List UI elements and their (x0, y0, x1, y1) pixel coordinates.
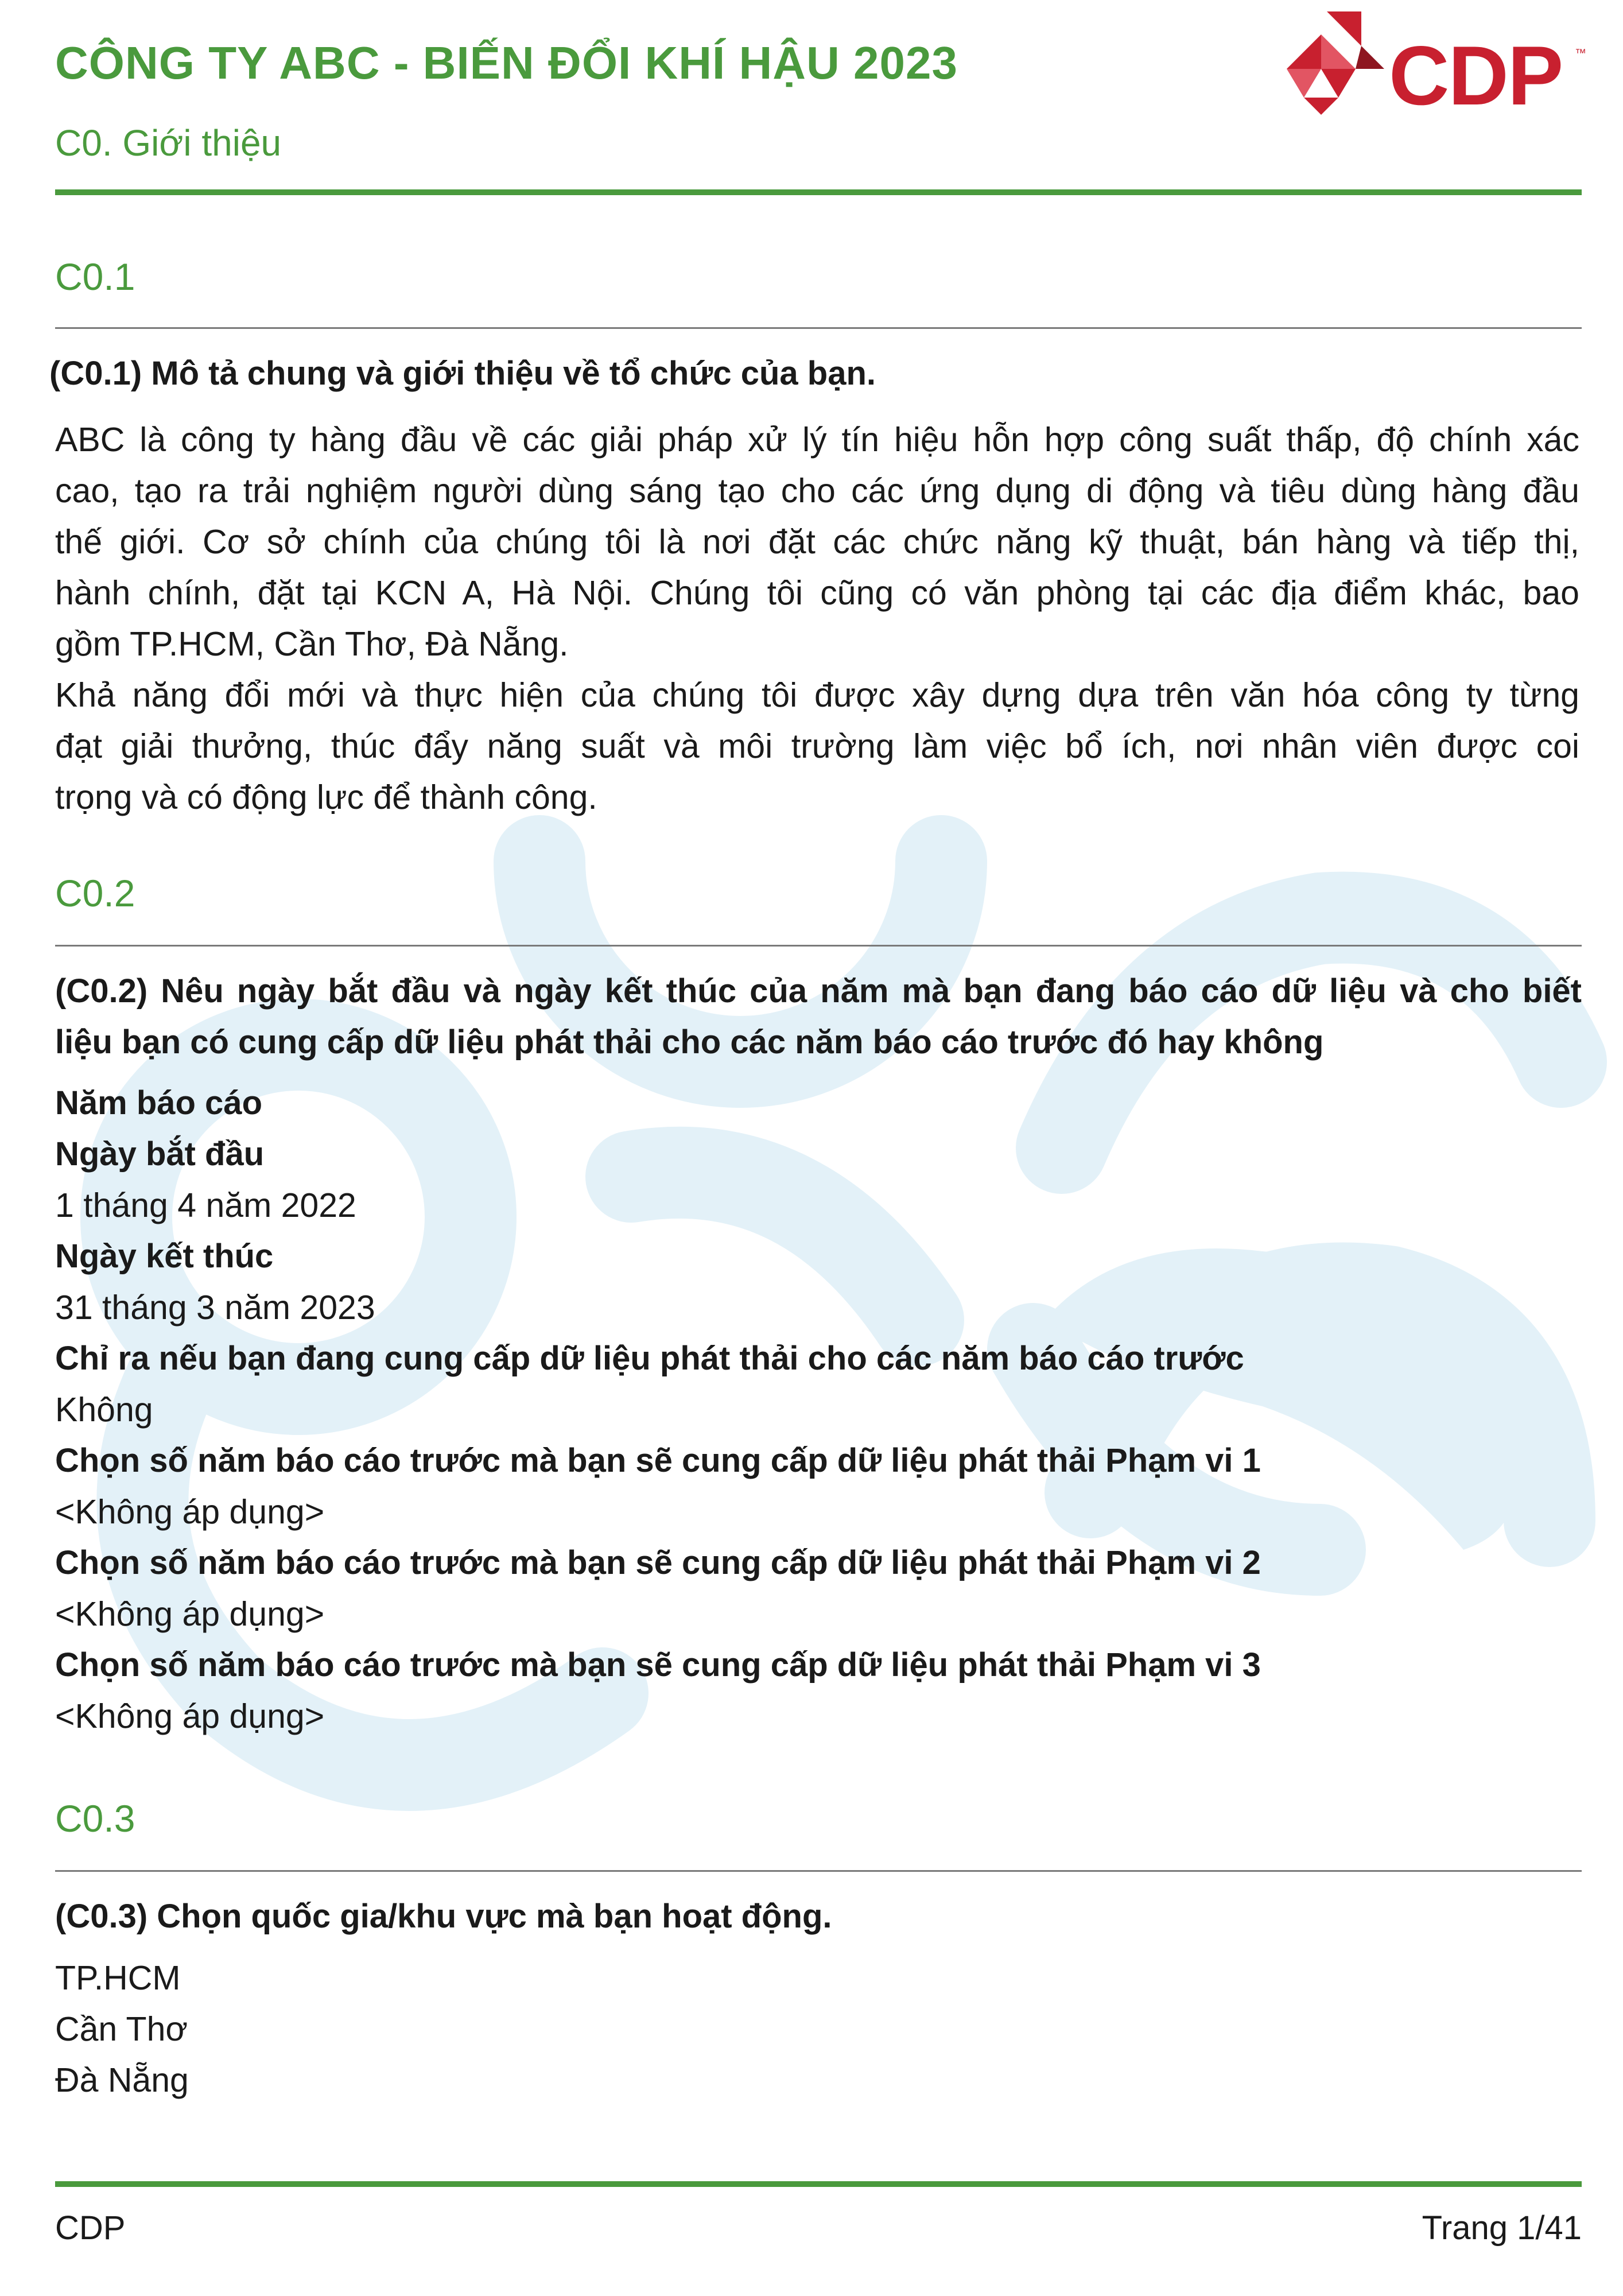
answer-line: đạt giải thưởng, thúc đẩy năng suất và môi trường làm việc bổ ích, nơi nhân viên được coi (55, 727, 1579, 765)
question-c0-3: (C0.3) Chọn quốc gia/khu vực mà bạn hoạt động. (55, 1898, 832, 1935)
document-title: CÔNG TY ABC - BIẾN ĐỔI KHÍ HẬU 2023 (55, 37, 958, 88)
scope1-years-label: Chọn số năm báo cáo trước mà bạn sẽ cung cấp dữ liệu phát thải Phạm vi 1 (55, 1442, 1261, 1479)
answer-line: gồm TP.HCM, Cần Thơ, Đà Nẵng. (55, 625, 569, 663)
answer-line: Khả năng đổi mới và thực hiện của chúng tôi được xây dựng dựa trên văn hóa công ty từng (55, 676, 1579, 714)
section-divider (55, 1870, 1582, 1872)
answer-line: ABC là công ty hàng đầu về các giải pháp xử lý tín hiệu hỗn hợp công suất thấp, độ chính xác (55, 421, 1579, 459)
scope1-years-value: <Không áp dụng> (55, 1493, 325, 1531)
question-c0-1: (C0.1) Mô tả chung và giới thiệu về tổ chức của bạn. (49, 355, 876, 392)
prior-years-value: Không (55, 1391, 153, 1429)
start-date-label: Ngày bắt đầu (55, 1135, 265, 1173)
question-c0-2-line: liệu bạn có cung cấp dữ liệu phát thải cho các năm báo cáo trước đó hay không (55, 1023, 1324, 1061)
reporting-year-label: Năm báo cáo (55, 1084, 262, 1122)
country-item: TP.HCM (55, 1959, 181, 1997)
country-item: Cần Thơ (55, 2010, 188, 2048)
end-date-value: 31 tháng 3 năm 2023 (55, 1289, 375, 1327)
start-date-value: 1 tháng 4 năm 2022 (55, 1186, 356, 1224)
answer-line: trọng và có động lực để thành công. (55, 778, 597, 816)
section-label-c0-1: C0.1 (55, 255, 135, 298)
section-divider (55, 945, 1582, 947)
document-subtitle: C0. Giới thiệu (55, 122, 282, 164)
question-c0-2-line: (C0.2) Nêu ngày bắt đầu và ngày kết thúc của năm mà bạn đang báo cáo dữ liệu và cho biết (55, 972, 1582, 1010)
answer-line: cao, tạo ra trải nghiệm người dùng sáng tạo cho các ứng dụng di động và tiêu dùng hàng đầu (55, 472, 1579, 510)
page-number: Trang 1/41 (1422, 2209, 1582, 2247)
section-divider (55, 327, 1582, 329)
section-label-c0-2: C0.2 (55, 872, 135, 914)
scope2-years-value: <Không áp dụng> (55, 1595, 325, 1633)
cdp-logo-trademark: ™ (1575, 47, 1586, 60)
scope2-years-label: Chọn số năm báo cáo trước mà bạn sẽ cung cấp dữ liệu phát thải Phạm vi 2 (55, 1544, 1261, 1581)
end-date-label: Ngày kết thúc (55, 1238, 274, 1275)
country-item: Đà Nẵng (55, 2061, 189, 2099)
footer-divider (55, 2181, 1582, 2187)
scope3-years-value: <Không áp dụng> (55, 1697, 325, 1735)
answer-line: thế giới. Cơ sở chính của chúng tôi là nơi đặt các chức năng kỹ thuật, bán hàng và tiếp thị, (55, 523, 1579, 561)
section-label-c0-3: C0.3 (55, 1797, 135, 1840)
answer-line: hành chính, đặt tại KCN A, Hà Nội. Chúng tôi cũng có văn phòng tại các địa điểm khác, bao (55, 574, 1579, 612)
prior-years-label: Chỉ ra nếu bạn đang cung cấp dữ liệu phát thải cho các năm báo cáo trước (55, 1340, 1244, 1377)
footer-brand: CDP (55, 2209, 126, 2247)
scope3-years-label: Chọn số năm báo cáo trước mà bạn sẽ cung cấp dữ liệu phát thải Phạm vi 3 (55, 1646, 1261, 1684)
header-divider (55, 189, 1582, 195)
cdp-logo-text: CDP (1389, 29, 1563, 122)
